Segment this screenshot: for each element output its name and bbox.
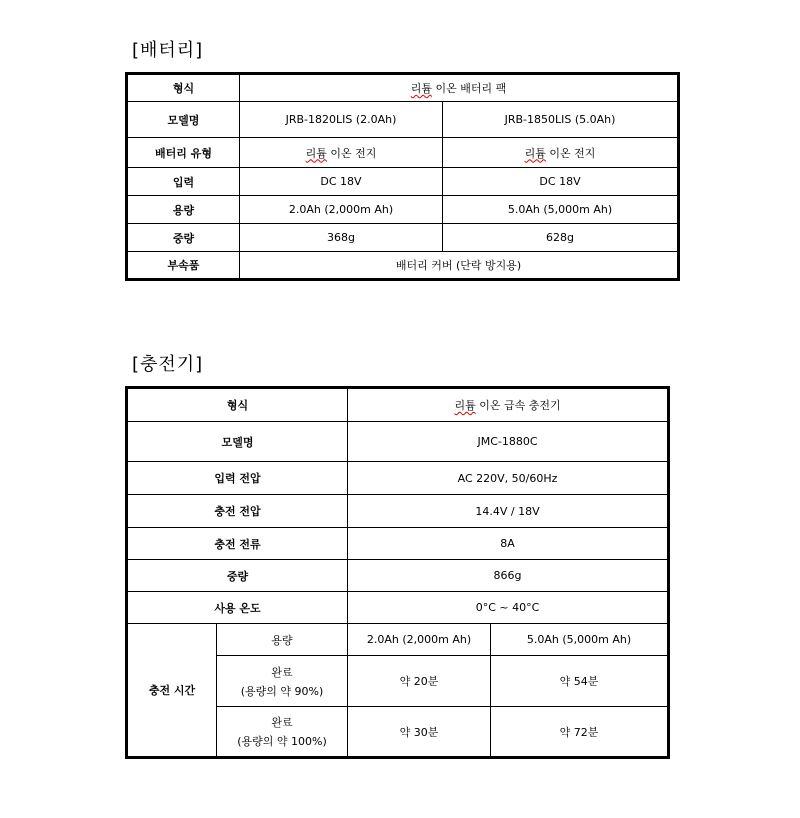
table-row	[127, 138, 679, 168]
type-value: 리튬 이온 배터리 팩	[240, 74, 679, 102]
battery-spec-table	[125, 72, 680, 281]
input-label: 입력	[127, 168, 240, 196]
temp-value: 0°C ~ 40°C	[348, 592, 669, 624]
charger-model-label: 모델명	[127, 422, 348, 462]
accessory-value: 배터리 커버 (단락 방지용)	[240, 252, 679, 280]
weight-label: 중량	[127, 224, 240, 252]
weight-value-b: 628g	[443, 224, 679, 252]
table-row	[127, 560, 669, 592]
full100-a: 약 30분	[348, 707, 491, 758]
capacity-value-b: 5.0Ah (5,000m Ah)	[443, 196, 679, 224]
input-value-a: DC 18V	[240, 168, 443, 196]
model-value-a: JRB-1820LIS (2.0Ah)	[240, 102, 443, 138]
table-row	[127, 422, 669, 462]
model-label: 모델명	[127, 102, 240, 138]
table-row	[127, 224, 679, 252]
temp-label: 사용 온도	[127, 592, 348, 624]
input-value-b: DC 18V	[443, 168, 679, 196]
table-row	[127, 388, 669, 422]
table-row	[127, 462, 669, 495]
charger-model-value: JMC-1880C	[348, 422, 669, 462]
full90-a: 약 20분	[348, 656, 491, 707]
charger-spec-table	[125, 386, 670, 759]
battery-heading: [배터리]	[132, 40, 204, 61]
charge-capacity-a: 2.0Ah (2,000m Ah)	[348, 624, 491, 656]
table-row	[127, 102, 679, 138]
battery-type-b: 리튬 이온 전지	[443, 138, 679, 168]
full100-label: 완료 (용량의 약 100%)	[217, 707, 348, 758]
capacity-value-a: 2.0Ah (2,000m Ah)	[240, 196, 443, 224]
charge-time-label: 충전 시간	[127, 624, 217, 758]
full90-label: 완료 (용량의 약 90%)	[217, 656, 348, 707]
table-row	[127, 252, 679, 280]
capacity-label: 용량	[127, 196, 240, 224]
charger-type-label: 형식	[127, 388, 348, 422]
charger-heading: [충전기]	[132, 354, 204, 375]
table-row	[127, 592, 669, 624]
table-row	[127, 168, 679, 196]
battery-type-a: 리튬 이온 전지	[240, 138, 443, 168]
charger-weight-value: 866g	[348, 560, 669, 592]
battery-type-label: 배터리 유형	[127, 138, 240, 168]
table-row	[127, 196, 679, 224]
table-row	[127, 495, 669, 528]
charger-type-value: 리튬 이온 급속 충전기	[348, 388, 669, 422]
weight-value-a: 368g	[240, 224, 443, 252]
charge-current-value: 8A	[348, 528, 669, 560]
full100-b: 약 72분	[491, 707, 669, 758]
type-label: 형식	[127, 74, 240, 102]
table-row	[127, 528, 669, 560]
charge-current-label: 충전 전류	[127, 528, 348, 560]
input-voltage-label: 입력 전압	[127, 462, 348, 495]
charge-capacity-b: 5.0Ah (5,000m Ah)	[491, 624, 669, 656]
model-value-b: JRB-1850LIS (5.0Ah)	[443, 102, 679, 138]
charger-weight-label: 중량	[127, 560, 348, 592]
table-row	[127, 74, 679, 102]
charge-voltage-label: 충전 전압	[127, 495, 348, 528]
charge-capacity-label: 용량	[217, 624, 348, 656]
full90-b: 약 54분	[491, 656, 669, 707]
charge-voltage-value: 14.4V / 18V	[348, 495, 669, 528]
table-row	[127, 624, 669, 656]
accessory-label: 부속품	[127, 252, 240, 280]
input-voltage-value: AC 220V, 50/60Hz	[348, 462, 669, 495]
